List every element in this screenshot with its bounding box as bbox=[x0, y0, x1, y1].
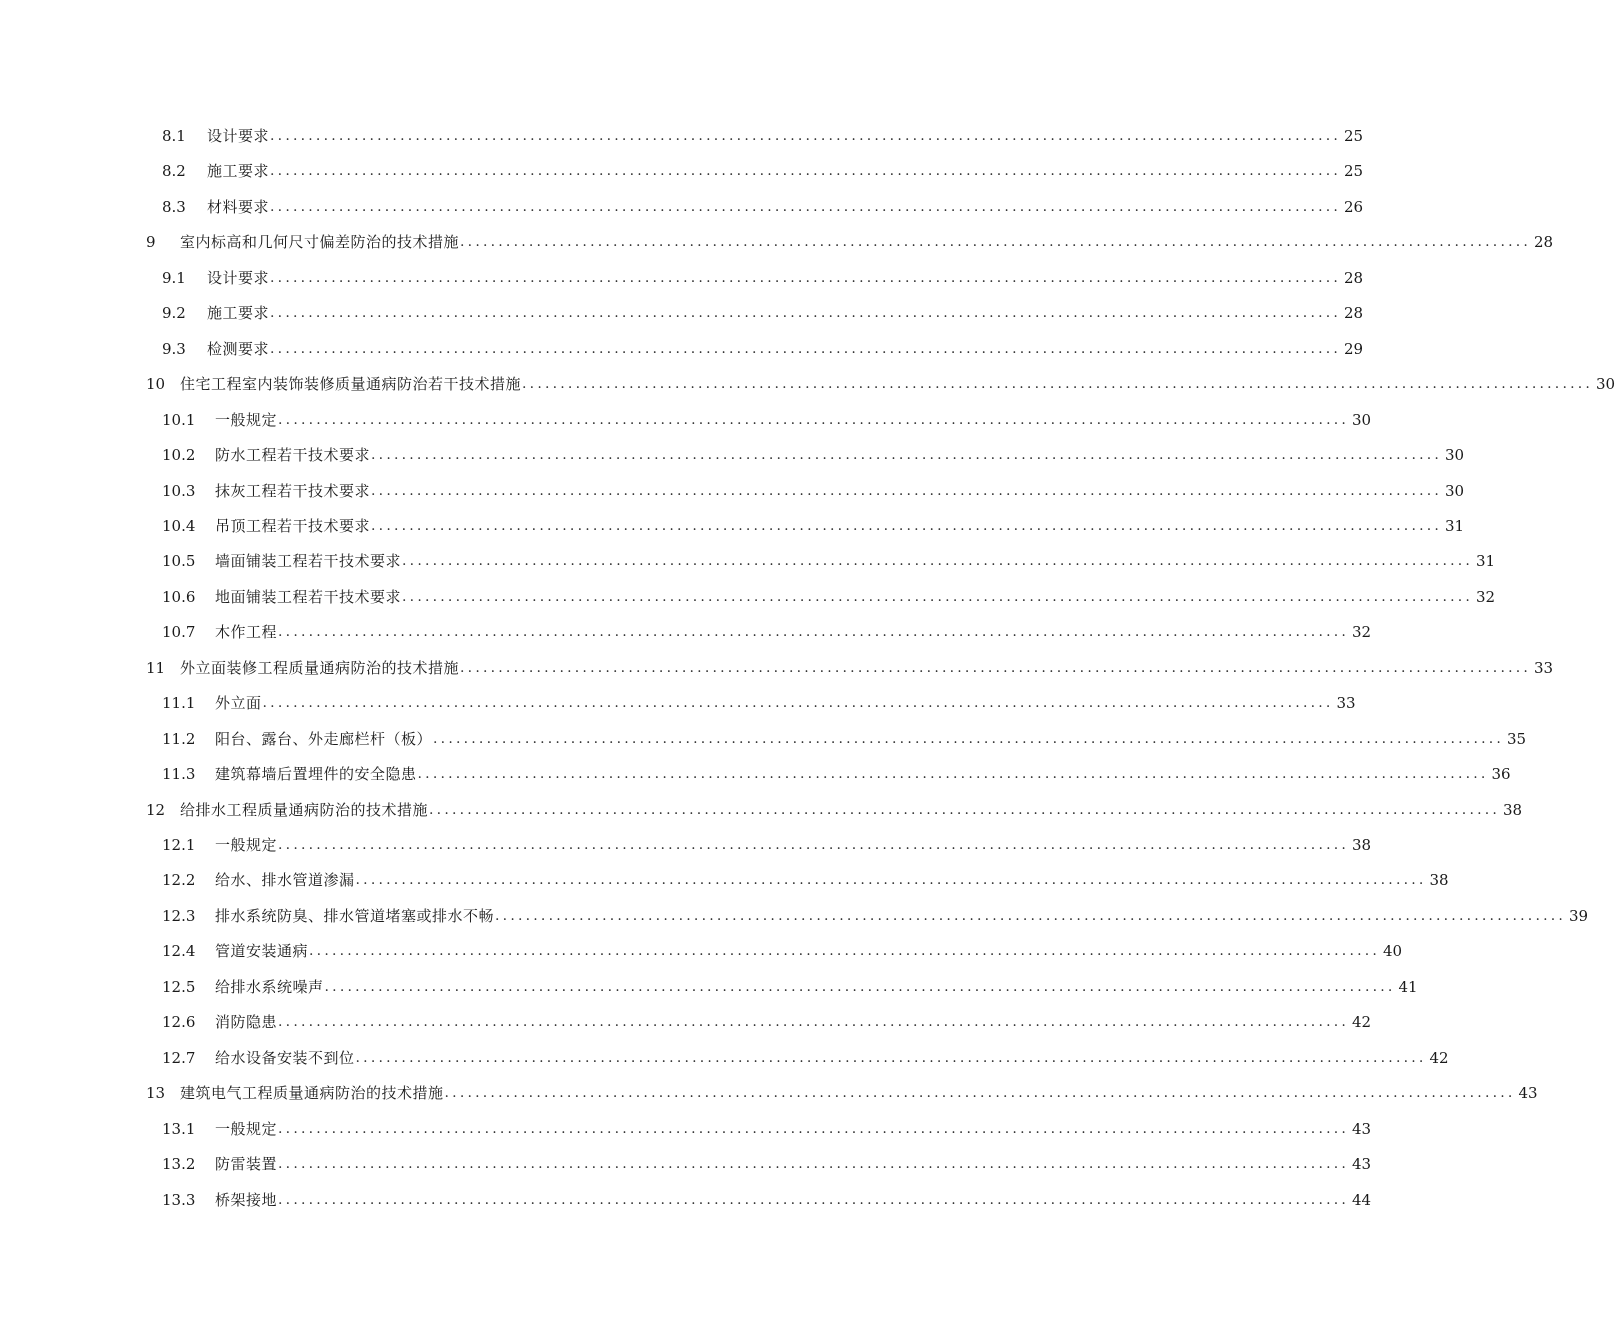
toc-section-entry[interactable] bbox=[162, 863, 1449, 897]
toc-entry-page-number: 30 bbox=[1595, 375, 1615, 394]
toc-dot-leader: ............................................................................................................................................ bbox=[278, 1120, 1350, 1137]
toc-entry-page-number: 25 bbox=[1343, 127, 1364, 145]
toc-entry-title: 外立面 bbox=[215, 694, 262, 713]
toc-entry-number: 8.2 bbox=[162, 162, 186, 181]
toc-entry-number: 10 bbox=[146, 375, 166, 394]
toc-entry-number: 11.2 bbox=[162, 729, 196, 748]
toc-dot-leader: ............................................................................................................................................ bbox=[270, 340, 1342, 357]
toc-section-entry[interactable] bbox=[162, 1041, 1449, 1075]
toc-entry-title: 排水系统防臭、排水管道堵塞或排水不畅 bbox=[215, 906, 495, 925]
toc-section-entry[interactable] bbox=[162, 757, 1511, 791]
toc-entry-number: 13.3 bbox=[162, 1190, 196, 1209]
toc-section-entry[interactable] bbox=[162, 899, 1589, 933]
toc-entry-title: 抹灰工程若干技术要求 bbox=[215, 481, 371, 500]
toc-section-entry[interactable] bbox=[162, 190, 1364, 224]
toc-dot-leader: ............................................................................................................................................ bbox=[402, 588, 1474, 605]
toc-entry-title: 一般规定 bbox=[215, 1119, 278, 1138]
toc-section-entry[interactable] bbox=[162, 828, 1372, 862]
toc-entry-number: 10.2 bbox=[162, 446, 196, 465]
toc-entry-page-number: 32 bbox=[1351, 623, 1372, 642]
toc-entry-title: 设计要求 bbox=[207, 268, 270, 287]
toc-entry-page-number: 35 bbox=[1506, 729, 1527, 748]
toc-chapter-entry[interactable] bbox=[146, 793, 1523, 827]
toc-dot-leader: ............................................................................................................................................ bbox=[371, 482, 1443, 499]
toc-entry-page-number: 30 bbox=[1444, 446, 1465, 465]
toc-section-entry[interactable] bbox=[162, 154, 1364, 188]
toc-dot-leader: ............................................................................................................................................ bbox=[278, 624, 1350, 641]
toc-entry-title: 设计要求 bbox=[207, 127, 270, 145]
toc-entry-number: 10.3 bbox=[162, 481, 196, 500]
toc-section-entry[interactable] bbox=[162, 580, 1496, 614]
toc-dot-leader: ............................................................................................................................................ bbox=[278, 411, 1350, 428]
toc-entry-number: 13.2 bbox=[162, 1155, 196, 1174]
toc-section-entry[interactable] bbox=[162, 615, 1372, 649]
toc-dot-leader: ............................................................................................................................................ bbox=[417, 766, 1489, 783]
toc-entry-page-number: 41 bbox=[1398, 977, 1418, 996]
toc-entry-page-number: 31 bbox=[1475, 552, 1496, 571]
toc-entry-number: 12.6 bbox=[162, 1013, 196, 1032]
toc-chapter-entry[interactable] bbox=[146, 225, 1554, 259]
toc-dot-leader: ............................................................................................................................................ bbox=[270, 198, 1342, 215]
toc-entry-page-number: 40 bbox=[1382, 942, 1403, 961]
toc-entry-title: 室内标高和几何尺寸偏差防治的技术措施 bbox=[180, 233, 460, 252]
toc-dot-leader: ............................................................................................................................................ bbox=[278, 1191, 1350, 1208]
toc-entry-page-number: 29 bbox=[1343, 339, 1364, 358]
toc-entry-page-number: 30 bbox=[1351, 410, 1372, 429]
toc-chapter-entry[interactable] bbox=[146, 651, 1554, 685]
toc-entry-number: 13 bbox=[146, 1084, 166, 1103]
toc-entry-title: 建筑电气工程质量通病防治的技术措施 bbox=[180, 1084, 444, 1103]
toc-dot-leader: ............................................................................................................................................ bbox=[355, 872, 1427, 889]
toc-entry-title: 施工要求 bbox=[207, 162, 270, 181]
toc-entry-number: 9.1 bbox=[162, 268, 186, 287]
toc-entry-number: 8.3 bbox=[162, 197, 186, 216]
toc-entry-page-number: 42 bbox=[1351, 1013, 1372, 1032]
toc-entry-number: 12.2 bbox=[162, 871, 196, 890]
toc-entry-title: 地面铺装工程若干技术要求 bbox=[215, 587, 402, 606]
toc-entry-number: 10.5 bbox=[162, 552, 196, 571]
toc-dot-leader: ............................................................................................................................................ bbox=[460, 659, 1532, 676]
toc-entry-title: 外立面装修工程质量通病防治的技术措施 bbox=[180, 658, 460, 677]
toc-entry-page-number: 43 bbox=[1351, 1155, 1372, 1174]
toc-entry-title: 墙面铺装工程若干技术要求 bbox=[215, 552, 402, 571]
toc-entry-page-number: 44 bbox=[1351, 1190, 1372, 1209]
toc-dot-leader: ............................................................................................................................................ bbox=[278, 1014, 1350, 1031]
toc-section-entry[interactable] bbox=[162, 403, 1372, 437]
toc-entry-number: 12.7 bbox=[162, 1048, 196, 1067]
toc-entry-page-number: 30 bbox=[1444, 481, 1465, 500]
toc-entry-page-number: 38 bbox=[1429, 871, 1449, 890]
toc-entry-page-number: 42 bbox=[1429, 1048, 1449, 1067]
toc-entry-number: 11 bbox=[146, 658, 166, 677]
toc-entry-page-number: 39 bbox=[1568, 906, 1589, 925]
toc-entry-page-number: 26 bbox=[1343, 197, 1364, 216]
toc-entry-page-number: 28 bbox=[1343, 268, 1364, 287]
toc-section-entry[interactable] bbox=[162, 1005, 1372, 1039]
toc-dot-leader: ............................................................................................................................................ bbox=[270, 128, 1342, 144]
toc-entry-number: 9.2 bbox=[162, 304, 186, 323]
toc-dot-leader: ............................................................................................................................................ bbox=[371, 517, 1443, 534]
toc-entry-page-number: 33 bbox=[1533, 658, 1554, 677]
toc-entry-page-number: 32 bbox=[1475, 587, 1496, 606]
toc-entry-title: 消防隐患 bbox=[215, 1013, 278, 1032]
toc-entry-page-number: 43 bbox=[1351, 1119, 1372, 1138]
toc-dot-leader: ............................................................................................................................................ bbox=[371, 447, 1443, 464]
toc-entry-number: 8.1 bbox=[162, 127, 186, 145]
toc-section-entry[interactable] bbox=[162, 722, 1527, 756]
toc-entry-title: 一般规定 bbox=[215, 410, 278, 429]
toc-section-entry[interactable] bbox=[162, 438, 1465, 472]
toc-entry-number: 12.4 bbox=[162, 942, 196, 961]
toc-dot-leader: ............................................................................................................................................ bbox=[429, 801, 1501, 818]
toc-entry-page-number: 28 bbox=[1343, 304, 1364, 323]
toc-entry-number: 12.3 bbox=[162, 906, 196, 925]
toc-section-entry[interactable] bbox=[162, 1183, 1372, 1217]
toc-section-entry[interactable] bbox=[162, 934, 1403, 968]
toc-entry-title: 防水工程若干技术要求 bbox=[215, 446, 371, 465]
toc-entry-number: 12.1 bbox=[162, 836, 196, 854]
toc-section-entry[interactable] bbox=[162, 1147, 1372, 1181]
toc-dot-leader: ............................................................................................................................................ bbox=[433, 730, 1505, 747]
toc-entry-number: 10.6 bbox=[162, 587, 196, 606]
toc-entry-title: 防雷装置 bbox=[215, 1155, 278, 1174]
toc-entry-number: 12 bbox=[146, 800, 166, 819]
toc-entry-page-number: 38 bbox=[1351, 836, 1372, 854]
toc-entry-page-number: 43 bbox=[1518, 1084, 1538, 1103]
toc-entry-page-number: 36 bbox=[1491, 765, 1511, 784]
toc-entry-title: 桥架接地 bbox=[215, 1190, 278, 1209]
toc-entry-title: 阳台、露台、外走廊栏杆（板） bbox=[215, 729, 433, 748]
toc-section-entry[interactable] bbox=[162, 296, 1364, 330]
toc-dot-leader: ............................................................................................................................................ bbox=[270, 163, 1342, 180]
toc-section-entry[interactable] bbox=[162, 686, 1356, 720]
toc-dot-leader: ............................................................................................................................................ bbox=[355, 1049, 1427, 1066]
toc-entry-number: 11.1 bbox=[162, 694, 196, 713]
toc-entry-number: 12.5 bbox=[162, 977, 196, 996]
toc-section-entry[interactable] bbox=[162, 970, 1418, 1004]
toc-entry-number: 10.7 bbox=[162, 623, 196, 642]
toc-dot-leader: ............................................................................................................................................ bbox=[402, 553, 1474, 570]
toc-dot-leader: ............................................................................................................................................ bbox=[495, 907, 1567, 924]
toc-entry-title: 管道安装通病 bbox=[215, 942, 309, 961]
toc-entry-title: 施工要求 bbox=[207, 304, 270, 323]
toc-entry-title: 给排水工程质量通病防治的技术措施 bbox=[180, 800, 429, 819]
toc-dot-leader: ............................................................................................................................................ bbox=[444, 1085, 1516, 1102]
toc-dot-leader: ............................................................................................................................................ bbox=[522, 376, 1594, 393]
toc-entry-title: 检测要求 bbox=[207, 339, 270, 358]
toc-entry-title: 给水设备安装不到位 bbox=[215, 1048, 355, 1067]
toc-entry-number: 9.3 bbox=[162, 339, 186, 358]
toc-entry-page-number: 33 bbox=[1336, 694, 1356, 713]
toc-entry-page-number: 25 bbox=[1343, 162, 1364, 181]
toc-entry-title: 建筑幕墙后置埋件的安全隐患 bbox=[215, 765, 417, 784]
toc-chapter-entry[interactable] bbox=[146, 1076, 1538, 1110]
toc-section-entry[interactable] bbox=[162, 509, 1465, 543]
toc-entry-number: 10.4 bbox=[162, 516, 196, 535]
toc-section-entry[interactable] bbox=[162, 261, 1364, 295]
toc-entry-title: 吊顶工程若干技术要求 bbox=[215, 516, 371, 535]
toc-entry-number: 10.1 bbox=[162, 410, 196, 429]
toc-section-entry[interactable] bbox=[162, 332, 1364, 366]
toc-entry-page-number: 28 bbox=[1533, 233, 1554, 252]
toc-entry-title: 一般规定 bbox=[215, 836, 278, 854]
toc-entry-title: 材料要求 bbox=[207, 197, 270, 216]
toc-section-entry[interactable] bbox=[162, 544, 1496, 578]
toc-entry-number: 11.3 bbox=[162, 765, 196, 784]
toc-section-entry[interactable] bbox=[162, 474, 1465, 508]
toc-entry-page-number: 38 bbox=[1502, 800, 1523, 819]
toc-dot-leader: ............................................................................................................................................ bbox=[270, 269, 1342, 286]
toc-entry-title: 住宅工程室内装饰装修质量通病防治若干技术措施 bbox=[180, 375, 522, 394]
toc-dot-leader: ............................................................................................................................................ bbox=[278, 1156, 1350, 1173]
toc-dot-leader: ............................................................................................................................................ bbox=[262, 695, 1334, 712]
toc-chapter-entry[interactable] bbox=[146, 367, 1615, 401]
toc-dot-leader: ............................................................................................................................................ bbox=[270, 305, 1342, 322]
toc-section-entry[interactable] bbox=[162, 1112, 1372, 1146]
toc-entry-title: 给排水系统噪声 bbox=[215, 977, 324, 996]
toc-entry-title: 给水、排水管道渗漏 bbox=[215, 871, 355, 890]
toc-entry-number: 13.1 bbox=[162, 1119, 196, 1138]
toc-section-entry[interactable] bbox=[162, 119, 1364, 153]
toc-dot-leader: ............................................................................................................................................ bbox=[278, 837, 1350, 853]
toc-dot-leader: ............................................................................................................................................ bbox=[324, 978, 1396, 995]
toc-entry-title: 木作工程 bbox=[215, 623, 278, 642]
toc-entry-page-number: 31 bbox=[1444, 516, 1465, 535]
toc-entry-number: 9 bbox=[146, 233, 156, 252]
toc-dot-leader: ............................................................................................................................................ bbox=[460, 234, 1532, 251]
toc-dot-leader: ............................................................................................................................................ bbox=[309, 943, 1381, 960]
